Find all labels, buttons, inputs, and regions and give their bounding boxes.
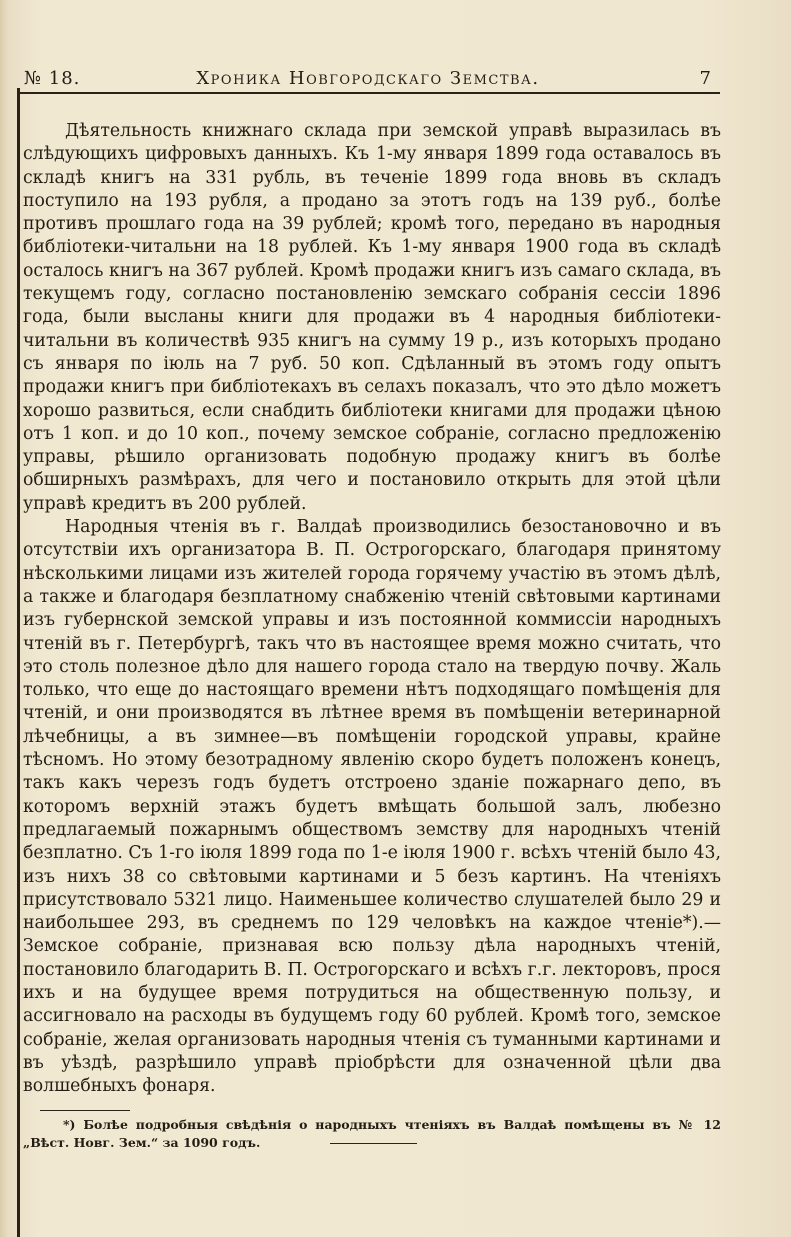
footnote-rule: [40, 1110, 130, 1111]
header-rule: [20, 92, 720, 94]
issue-number: № 18.: [24, 68, 81, 89]
footnote-end-rule: [330, 1143, 417, 1144]
page-number: 7: [699, 68, 712, 89]
footnote-text: *) Болѣе подробныя свѣдѣнія о народныхъ чтеніяхъ въ Валдаѣ помѣщены въ № 12 „Вѣст. Новг. Зем.“ за 1090 годъ.: [23, 1117, 721, 1150]
journal-title: Хроника Новгородскаго Земства.: [196, 68, 540, 89]
paragraph-public-readings: Народныя чтенія въ г. Валдаѣ производились безостановочно и въ отсутствіи ихъ организатора В. П. Острогорскаго, благодаря принятому нѣсколькими лицами изъ жителей города горячему участію въ этомъ дѣлѣ, а также и благодаря безплатному снабженію чтеній свѣтовыми картинами изъ губернской земской управы и изъ постоянной коммиссіи народныхъ чтеній въ г. Петербургѣ, такъ что въ настоящее время можно считать, что это столь полезное дѣло для нашего города стало на твердую почву. Жаль только, что еще до настоящаго времени нѣтъ подходящаго помѣщенія для чтеній, и они производятся въ лѣтнее время въ помѣщеніи ветеринарной лѣчебницы, а въ зимнее—въ помѣщеніи городской управы, крайне тѣсномъ. Но этому безотрадному явленію скоро будетъ положенъ конецъ, такъ какъ черезъ годъ будетъ отстроено зданіе пожарнаго депо, въ которомъ верхній этажъ будетъ вмѣщать большой залъ, любезно предлагаемый пожарнымъ обществомъ земству для народныхъ чтеній безплатно. Съ 1-го іюля 1899 года по 1-е іюля 1900 г. всѣхъ чтеній было 43, изъ нихъ 38 со свѣтовыми картинами и 5 безъ картинъ. На чтеніяхъ присутствовало 5321 лицо. Наименьшее количество слушателей было 29 и наибольшее 293, въ среднемъ по 129 человѣкъ на каждое чтеніе*).—Земское собраніе, признавая всю пользу дѣла народныхъ чтеній, постановило благодарить В. П. Острогорскаго и всѣхъ г.г. лекторовъ, прося ихъ и на будущее время потрудиться на общественную пользу, и ассигновало на расходы въ будущемъ году 60 рублей. Кромѣ того, земское собраніе, желая организовать народныя чтенія съ туманными картинами и въ уѣздѣ, разрѣшило управѣ пріобрѣсти для означенной цѣли два волшебныхъ фонаря.: [23, 517, 721, 1097]
page-header: [24, 62, 712, 92]
footnote: [23, 1116, 721, 1152]
article-body: [23, 120, 721, 1098]
paragraph-book-warehouse: Дѣятельность книжнаго склада при земской управѣ выразилась въ слѣдующихъ цифровыхъ данныхъ. Къ 1-му января 1899 года оставалось въ складѣ книгъ на 331 рубль, въ теченіе 1899 года вновь въ складъ поступило на 193 рубля, а продано за этотъ годъ на 139 руб., болѣе противъ прошлаго года на 39 рублей; кромѣ того, передано въ народныя библіотеки-читальни на 18 рублей. Къ 1-му января 1900 года въ складѣ осталось книгъ на 367 рублей. Кромѣ продажи книгъ изъ самаго склада, въ текущемъ году, согласно постановленію земскаго собранія сессіи 1896 года, были высланы книги для продажи въ 4 народныя библіотеки-читальни въ количествѣ 935 книгъ на сумму 19 р., изъ которыхъ продано съ января по іюль на 7 руб. 50 коп. Сдѣланный въ этомъ году опытъ продажи книгъ при библіотекахъ въ селахъ показалъ, что это дѣло можетъ хорошо развиться, если снабдить библіотеки книгами для продажи цѣною отъ 1 коп. и до 10 коп., почему земское собраніе, согласно предложенію управы, рѣшило организовать подобную продажу книгъ въ болѣе обширныхъ размѣрахъ, для чего и постановило открыть для этой цѣли управѣ кредитъ въ 200 рублей.: [23, 121, 721, 514]
margin-rule: [17, 88, 20, 1237]
binding-edge: [0, 0, 8, 1237]
